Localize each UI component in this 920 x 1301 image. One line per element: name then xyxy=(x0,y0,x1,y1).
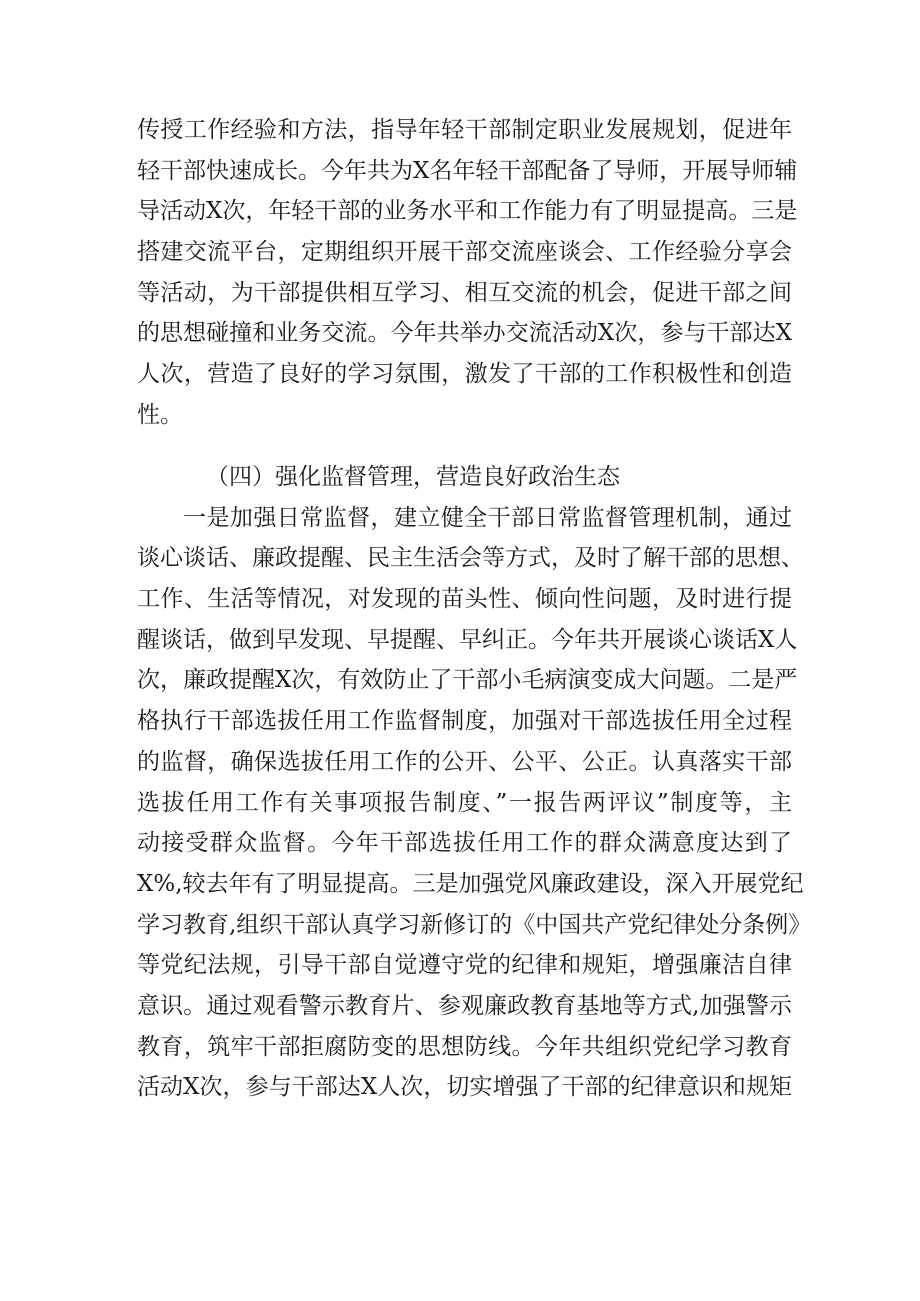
text-line: 动接受群众监督。今年干部选拔任用工作的群众满意度达到了 xyxy=(137,830,792,857)
text-line: 的思想碰撞和业务交流。今年共举办交流活动X次，参与干部达X xyxy=(137,320,792,347)
text-line: 教育，筑牢干部拒腐防变的思想防线。今年共组织党纪学习教育 xyxy=(137,1033,792,1060)
text-line: 性。 xyxy=(137,401,183,428)
text-line: 工作、生活等情况，对发现的苗头性、倾向性问题，及时进行提 xyxy=(137,586,792,613)
text-line: 搭建交流平台，定期组织开展干部交流座谈会、工作经验分享会 xyxy=(137,239,792,266)
text-line: 一是加强日常监督，建立健全干部日常监督管理机制，通过 xyxy=(183,504,792,531)
text-line: 轻干部快速成长。今年共为X名年轻干部配备了导师，开展导师辅 xyxy=(137,157,798,184)
text-line: 的监督，确保选拔任用工作的公开、公平、公正。认真落实干部 xyxy=(137,748,792,775)
text-line: 等党纪法规，引导干部自觉遵守党的纪律和规矩，增强廉洁自律 xyxy=(137,952,792,979)
text-line: 醒谈话，做到早发现、早提醒、早纠正。今年共开展谈心谈话X人 xyxy=(137,626,798,653)
text-line: 学习教育,组织干部认真学习新修订的《中国共产党纪律处分条例》 xyxy=(137,911,812,938)
text-line: X%,较去年有了明显提高。三是加强党风廉政建设，深入开展党纪 xyxy=(137,870,804,897)
text-line: 人次，营造了良好的学习氛围，激发了干部的工作积极性和创造 xyxy=(137,361,792,388)
text-line: 次，廉政提醒X次，有效防止了干部小毛病演变成大问题。二是严 xyxy=(137,667,798,694)
text-line: 等活动，为干部提供相互学习、相互交流的机会，促进干部之间 xyxy=(137,279,792,306)
text-line: 格执行干部选拔任用工作监督制度，加强对干部选拔任用全过程 xyxy=(137,708,792,735)
paragraph-continued xyxy=(137,110,798,436)
text-line: 传授工作经验和方法，指导年轻干部制定职业发展规划，促进年 xyxy=(137,117,792,143)
section-heading: （四）强化监督管理，营造良好政治生态 xyxy=(206,464,620,490)
text-line: 谈心谈话、廉政提醒、民主生活会等方式，及时了解干部的思想、 xyxy=(137,545,804,572)
text-line: 活动X次，参与干部达X人次，切实增强了干部的纪律意识和规矩 xyxy=(137,1074,792,1101)
text-line: 导活动X次，年轻干部的业务水平和工作能力有了明显提高。三是 xyxy=(137,198,798,225)
text-line: 选拔任用工作有关事项报告制度、”一报告两评议”制度等，主 xyxy=(137,789,792,816)
text-line: 意识。通过观看警示教育片、参观廉政教育基地等方式,加强警示 xyxy=(137,992,792,1019)
section-four xyxy=(137,457,812,1108)
